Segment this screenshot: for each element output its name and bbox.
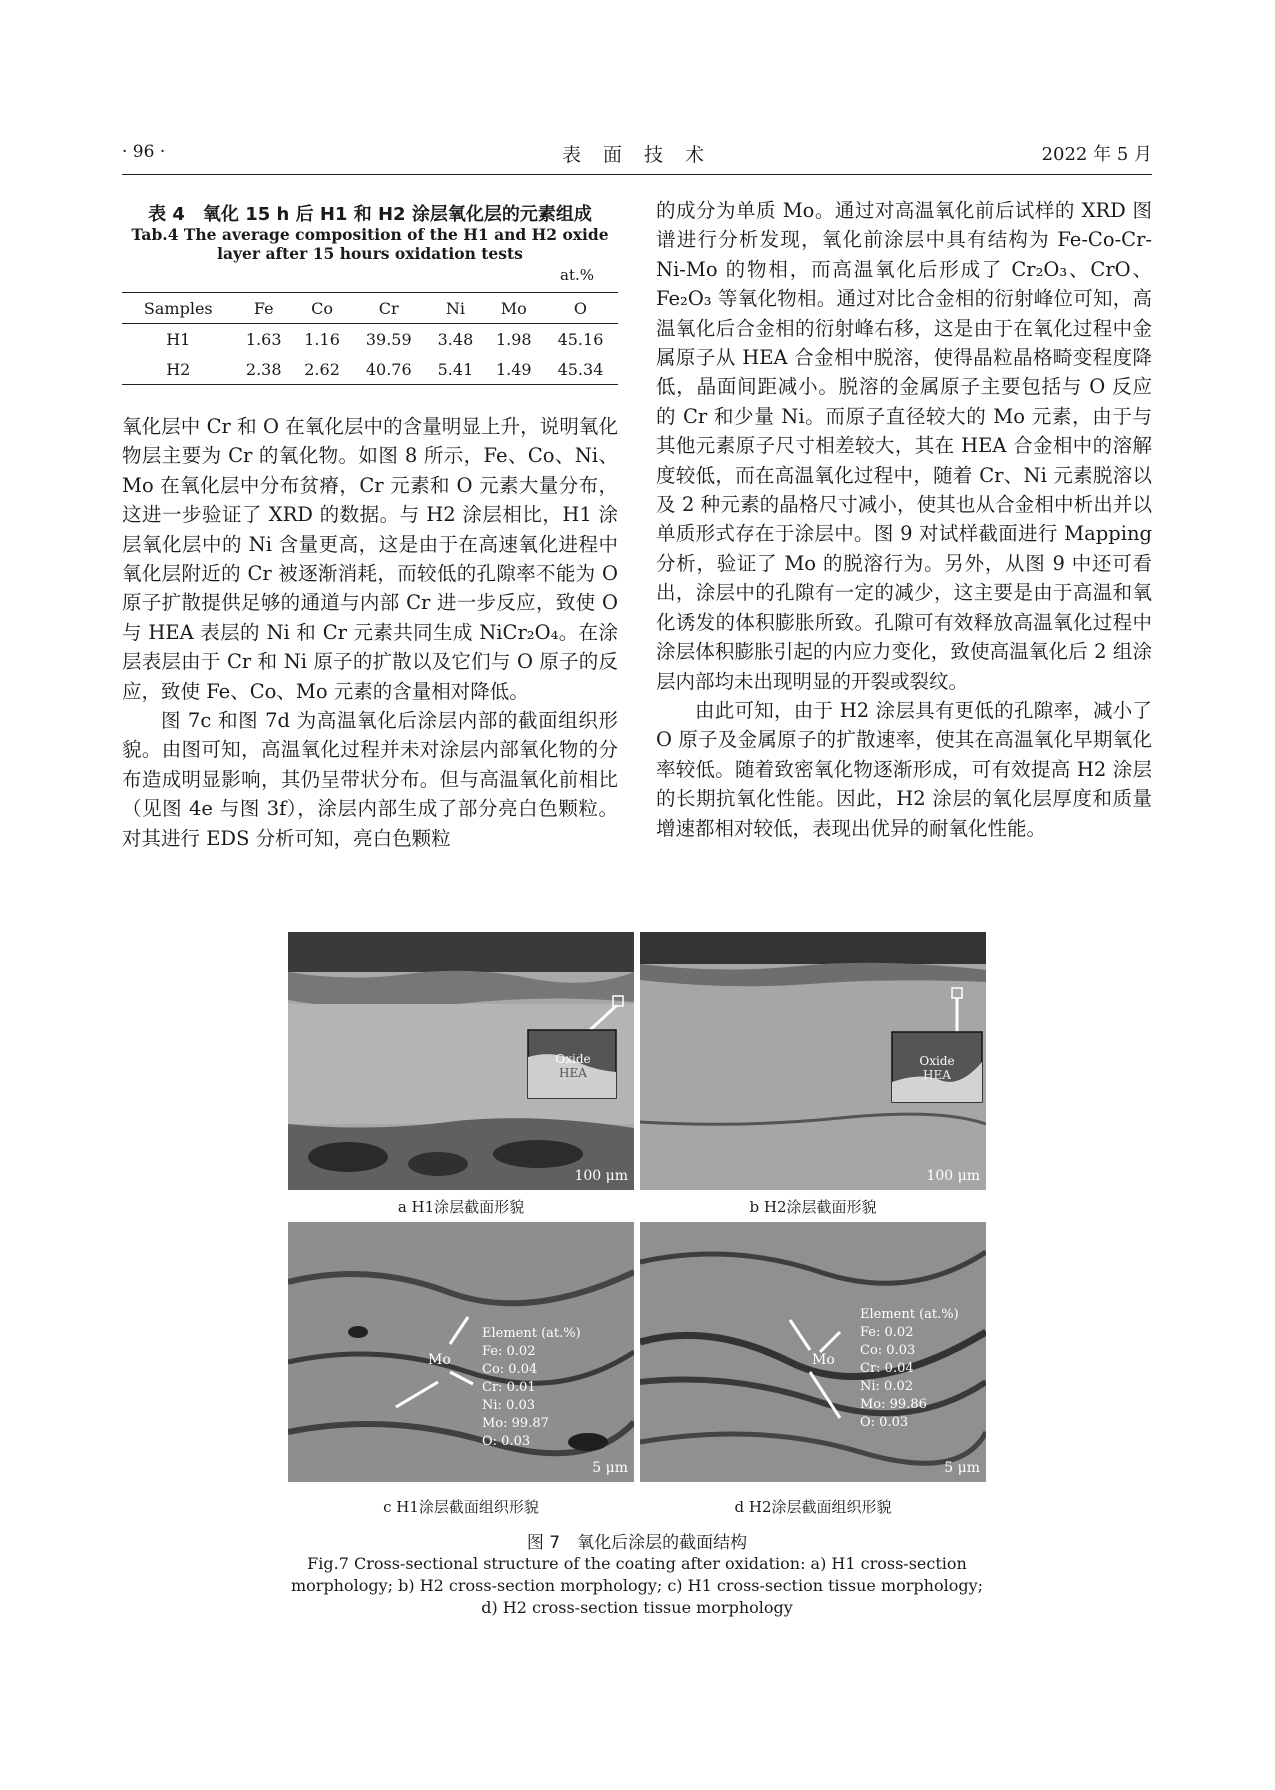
running-header xyxy=(122,138,1152,175)
eds-line: Ni: 0.02 xyxy=(860,1379,913,1394)
table-cell: 5.41 xyxy=(437,359,474,379)
figure-panel-c xyxy=(288,1222,634,1482)
table-header-cell: Samples xyxy=(143,298,213,318)
paragraph: 氧化层中 Cr 和 O 在氧化层中的含量明显上升，说明氧化物层主要为 Cr 的氧化物。如图 8 所示，Fe、Co、Ni、Mo 在氧化层中分布贫瘠，Cr 元素和 O 元素大量分布，这进一步验证了 XRD 的数据。与 H2 涂层相比，H1 涂层氧化层中的 Ni 含量更高，这是由于在高速氧化进程中氧化层附近的 Cr 被逐渐消耗，而较低的孔隙率不能为 O 原子扩散提供足够的通道与内部 Cr 进一步反应，致使 O 与 HEA 表层的 Ni 和 Cr 元素共同生成 NiCr₂O₄。在涂层表层由于 Cr 和 Ni 原子的扩散以及它们与 O 原子的反应，致使 Fe、Co、Mo 元素的含量相对降低。 xyxy=(122,415,618,703)
paragraph: 由此可知，由于 H2 涂层具有更低的孔隙率，减小了 O 原子及金属原子的扩散速率，使其在高温氧化早期氧化率较低。随着致密氧化物逐渐形成，可有效提高 H2 涂层的长期抗氧化性能。因此，H2 涂层的氧化层厚度和质量增速都相对较低，表现出优异的耐氧化性能。 xyxy=(656,698,1152,840)
table-header-cell: Mo xyxy=(500,298,527,318)
table-cell: H1 xyxy=(166,329,191,349)
table-row xyxy=(122,324,618,355)
table-caption-en-line2: layer after 15 hours oxidation tests xyxy=(217,244,523,263)
inset-label-oxide: Oxide xyxy=(919,1054,955,1068)
table-cell: 39.59 xyxy=(365,329,412,349)
table-header-cell: Fe xyxy=(253,298,274,318)
figure-caption-cn: 图 7 氧化后涂层的截面结构 xyxy=(526,1533,748,1553)
left-text-column xyxy=(122,412,618,853)
table-header-cell: Co xyxy=(311,298,333,318)
inset-label-hea: HEA xyxy=(559,1066,587,1080)
eds-line: Element (at.%) xyxy=(482,1326,581,1341)
table-cell: 2.38 xyxy=(245,359,282,379)
figure-caption-en xyxy=(122,1553,1152,1619)
paragraph: 图 7c 和图 7d 为高温氧化后涂层内部的截面组织形貌。由图可知，高温氧化过程并未对涂层内部氧化物的分布造成明显影响，其仍呈带状分布。但与高温氧化前相比（见图 4e 与图 3f），涂层内部生成了部分亮白色颗粒。对其进行 EDS 分析可知，亮白色颗粒 xyxy=(122,709,618,850)
panel-c-label: c H1涂层截面组织形貌 xyxy=(383,1498,539,1516)
inset-label-hea: HEA xyxy=(923,1068,951,1082)
table-cell: 1.98 xyxy=(495,329,532,349)
scale-bar-label: 100 μm xyxy=(926,1168,980,1184)
scale-bar-label: 100 μm xyxy=(574,1168,628,1184)
eds-line: Mo: 99.87 xyxy=(482,1416,549,1431)
figure-panel-d xyxy=(640,1222,986,1482)
table-caption-en xyxy=(122,225,618,263)
table-caption-en-line1: Tab.4 The average composition of the H1 and H2 oxide xyxy=(131,225,609,244)
phase-label-mo: Mo xyxy=(428,1352,451,1368)
composition-table xyxy=(122,292,618,385)
panel-d-label: d H2涂层截面组织形貌 xyxy=(734,1498,892,1516)
table-cell: H2 xyxy=(166,359,191,379)
journal-title: 表 面 技 术 xyxy=(561,144,713,166)
table-cell: 1.16 xyxy=(304,329,340,349)
table-header-cell: O xyxy=(573,298,588,318)
table-cell: 1.49 xyxy=(495,359,532,379)
figure-caption-en-line1: Fig.7 Cross-sectional structure of the coating after oxidation: a) H1 cross-section xyxy=(307,1554,967,1573)
table-cell: 2.62 xyxy=(304,359,340,379)
eds-line: Fe: 0.02 xyxy=(860,1325,914,1340)
table-cell: 45.16 xyxy=(557,329,604,349)
table-row xyxy=(122,354,618,385)
eds-line: Fe: 0.02 xyxy=(482,1344,536,1359)
figure-caption-en-line3: d) H2 cross-section tissue morphology xyxy=(481,1598,793,1617)
table-header-cell: Ni xyxy=(445,298,465,318)
eds-line: O: 0.03 xyxy=(860,1415,909,1430)
eds-line: Co: 0.03 xyxy=(860,1343,916,1358)
figure-caption-en-line2: morphology; b) H2 cross-section morphology; c) H1 cross-section tissue morphology; xyxy=(290,1576,984,1595)
eds-results xyxy=(482,1325,581,1451)
eds-line: Ni: 0.03 xyxy=(482,1398,535,1413)
eds-line: Element (at.%) xyxy=(860,1307,959,1322)
eds-line: Cr: 0.01 xyxy=(482,1380,536,1395)
scale-bar-label: 5 μm xyxy=(944,1460,980,1476)
table-cell: 1.63 xyxy=(245,329,282,349)
panel-c-micrograph xyxy=(288,1222,634,1482)
table-header-cell: Cr xyxy=(378,298,399,318)
eds-line: Co: 0.04 xyxy=(482,1362,538,1377)
scale-bar-label: 5 μm xyxy=(592,1460,628,1476)
table-cell: 40.76 xyxy=(365,359,412,379)
table-caption-cn: 表 4 氧化 15 h 后 H1 和 H2 涂层氧化层的元素组成 xyxy=(148,204,592,225)
figure-panel-b xyxy=(640,932,986,1190)
table-header-row xyxy=(122,293,618,324)
figure-panel-a xyxy=(288,932,634,1190)
eds-line: Mo: 99.86 xyxy=(860,1397,927,1412)
table-cell: 45.34 xyxy=(557,359,604,379)
eds-results xyxy=(860,1306,959,1432)
paragraph: 的成分为单质 Mo。通过对高温氧化前后试样的 XRD 图谱进行分析发现，氧化前涂层中具有结构为 Fe-Co-Cr-Ni-Mo 的物相，而高温氧化后形成了 Cr₂O₃、CrO、Fe₂O₃ 等氧化物相。通过对比合金相的衍射峰位可知，高温氧化后合金相的衍射峰右移，这是由于在氧化过程中金属原子从 HEA 合金相中脱溶，使得晶粒晶格畸变程度降低，晶面间距减小。脱溶的金属原子主要包括与 O 反应的 Cr 和少量 Ni。而原子直径较大的 Mo 元素，由于与其他元素原子尺寸相差较大，其在 HEA 合金相中的溶解度较低，而在高温氧化过程中，随着 Cr、Ni 元素脱溶以及 2 种元素的晶格尺寸减小，使其也从合金相中析出并以单质形式存在于涂层中。图 9 对试样截面进行 Mapping 分析，验证了 Mo 的脱溶行为。另外，从图 9 中还可看出，涂层中的孔隙有一定的减少，这主要是由于高温和氧化诱发的体积膨胀所致。孔隙可有效释放高温氧化过程中涂层体积膨胀引起的内应力变化，致使高温氧化后 2 组涂层内部均未出现明显的开裂或裂纹。 xyxy=(656,199,1152,693)
right-text-column xyxy=(656,196,1152,843)
panel-b-label: b H2涂层截面形貌 xyxy=(749,1198,877,1216)
issue-date: 2022 年 5 月 xyxy=(1041,144,1152,165)
table-cell: 3.48 xyxy=(437,329,474,349)
table-unit: at.% xyxy=(560,266,594,284)
panel-a-label: a H1涂层截面形貌 xyxy=(397,1198,525,1216)
phase-label-mo: Mo xyxy=(812,1352,835,1368)
page-number: · 96 · xyxy=(122,142,166,162)
inset-label-oxide: Oxide xyxy=(555,1052,591,1066)
eds-line: Cr: 0.04 xyxy=(860,1361,914,1376)
eds-line: O: 0.03 xyxy=(482,1434,531,1449)
